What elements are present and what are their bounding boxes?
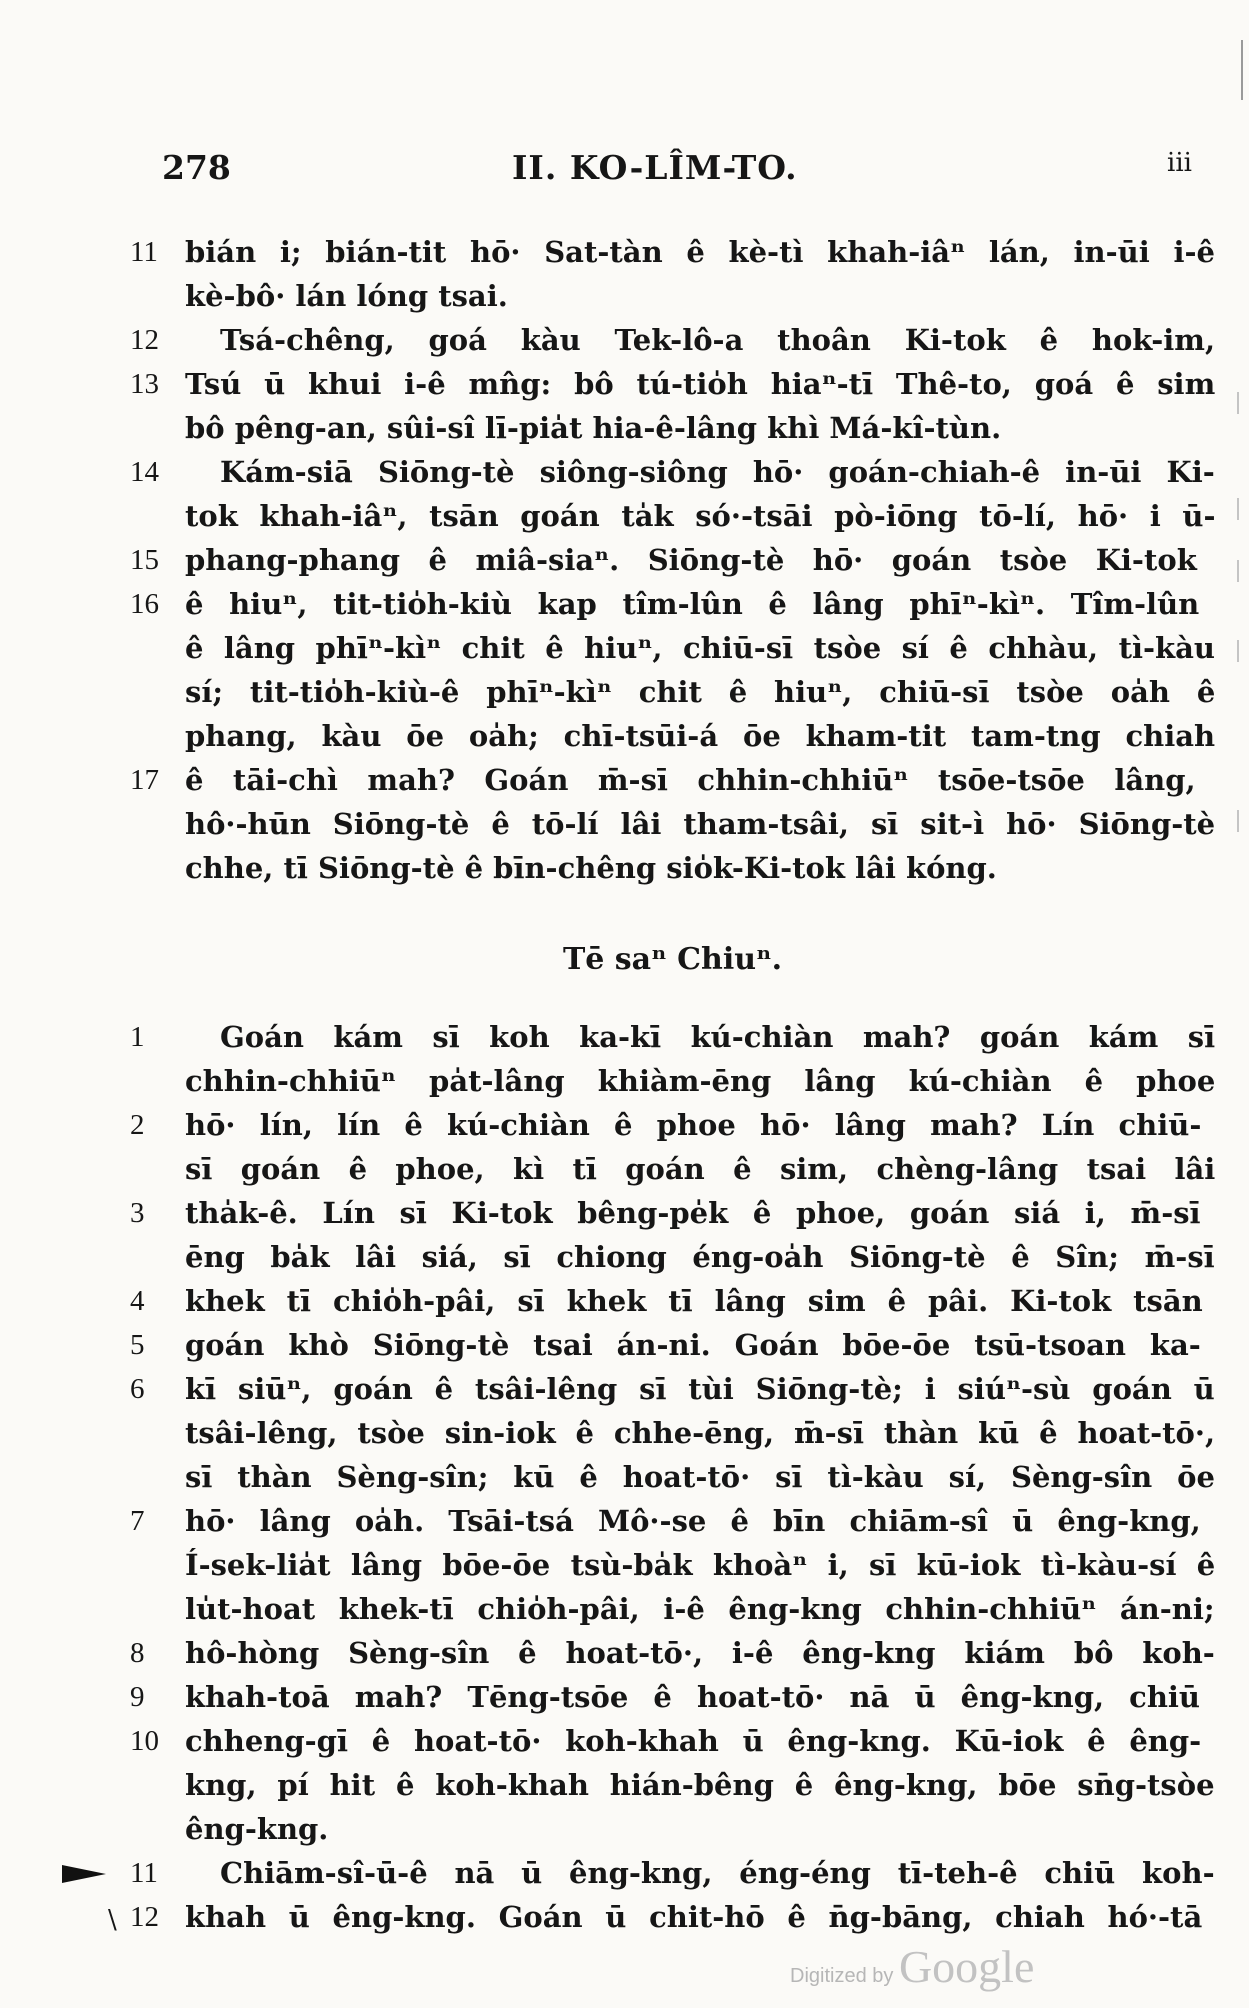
line-text: phang-phang ê miâ-siaⁿ. Siōng-tè hō· goán tsòe Ki-tok [185,543,1197,577]
verse-number: 6 [130,1373,145,1405]
text-line [130,1631,1215,1675]
text-line [130,670,1215,714]
text-line [130,1279,1215,1323]
scan-edge-tick [1237,640,1239,662]
verse-number: 10 [130,1725,159,1757]
text-line [130,846,1215,890]
text-line [130,1543,1215,1587]
line-text: sī goán ê phoe, kì tī goán ê sim, chèng-lâng tsai lâi [185,1152,1216,1186]
line-text: hô·-hūn Siōng-tè ê tō-lí lâi tham-tsâi, sī sit-ì hō· Siōng-tè [185,807,1216,841]
verse-number: 4 [130,1285,145,1317]
text-line [130,274,1215,318]
text-line [130,1807,1215,1851]
text-line [130,1675,1215,1719]
pointing-hand-icon [62,1865,106,1883]
line-text: sī thàn Sèng-sîn; kū ê hoat-tō· sī tì-kàu sí, Sèng-sîn ōe [185,1460,1215,1494]
text-line [130,1059,1215,1103]
text-line [130,1763,1215,1807]
running-title: II. KO-LÎM-TO. [512,148,798,187]
text-line [130,758,1215,802]
scan-edge-tick [1237,810,1239,832]
verse-number: 14 [130,456,159,488]
verse-number: 13 [130,368,159,400]
line-text: êng-kng. [185,1812,329,1846]
text-line [130,406,1215,450]
line-text: lu̍t-hoat khek-tī chio̍h-pâi, i-ê êng-kng chhin-chhiūⁿ án-ni; [185,1592,1215,1626]
verse-number: 8 [130,1637,145,1669]
scan-edge-tick [1237,560,1239,582]
text-line [130,1411,1215,1455]
verse-number: 1 [130,1021,145,1053]
text-line [130,582,1215,626]
verse-number: 16 [130,588,159,620]
verse-number: 2 [130,1109,145,1141]
scan-edge-tick [1237,498,1239,520]
text-line [130,362,1215,406]
text-line [130,1499,1215,1543]
text-line [130,1719,1215,1763]
line-text: Chiām-sî-ū-ê nā ū êng-kng, éng-éng tī-teh-ê chiū koh- [220,1856,1215,1890]
verse-number: 3 [130,1197,145,1229]
text-line [130,450,1215,494]
line-text: bô pêng-an, sûi-sî lī-pia̍t hia-ê-lâng khì Má-kî-tùn. [185,411,1002,445]
text-line [130,1587,1215,1631]
line-text: khah ū êng-kng. Goán ū chit-hō ê n̄g-bāng, chiah hó·-tā [185,1900,1203,1934]
page-number: 278 [162,148,231,187]
verse-number: 12 [130,1901,159,1933]
text-line [130,1147,1215,1191]
line-text: ê tāi-chì mah? Goán m̄-sī chhin-chhiūⁿ tsōe-tsōe lâng, [185,763,1196,797]
line-text: hô-hòng Sèng-sîn ê hoat-tō·, i-ê êng-kng kiám bô koh- [185,1636,1215,1670]
text-line [130,1851,1215,1895]
line-text: ê hiuⁿ, tit-tio̍h-kiù kap tîm-lûn ê lâng phīⁿ-kìⁿ. Tîm-lûn [185,587,1200,621]
verse-number: 7 [130,1505,145,1537]
line-text: Kám-siā Siōng-tè siông-siông hō· goán-chiah-ê in-ūi Ki- [220,455,1215,489]
digitized-watermark [790,1940,1034,1993]
line-text: khek tī chio̍h-pâi, sī khek tī lâng sim ê pâi. Ki-tok tsān [185,1284,1203,1318]
line-text: Tsú ū khui i-ê mn̂g: bô tú-tio̍h hiaⁿ-tī Thê-to, goá ê sim [185,367,1216,401]
text-line [130,1323,1215,1367]
verse-number: 9 [130,1681,145,1713]
text-line [130,802,1215,846]
scan-edge-rule [1241,40,1243,100]
text-line [130,494,1215,538]
text-line [130,1103,1215,1147]
verse-number: 17 [130,764,159,796]
chapter-mark: iii [1167,148,1192,178]
line-text: Goán kám sī koh ka-kī kú-chiàn mah? goán kám sī [220,1020,1216,1054]
line-text: hō· lín, lín ê kú-chiàn ê phoe hō· lâng mah? Lín chiū- [185,1108,1202,1142]
line-text: kng, pí hit ê koh-khah hián-bêng ê êng-kng, bōe sn̄g-tsòe [185,1768,1215,1802]
chapter-heading: Tē saⁿ Chiuⁿ. [562,942,783,977]
text-line [130,538,1215,582]
line-text: chhin-chhiūⁿ pa̍t-lâng khiàm-ēng lâng kú-chiàn ê phoe [185,1064,1216,1098]
text-line [130,626,1215,670]
verse-number: 5 [130,1329,145,1361]
line-text: Tsá-chêng, goá kàu Tek-lô-a thoân Ki-tok ê hok-im, [220,323,1216,357]
line-text: Í-sek-lia̍t lâng bōe-ōe tsù-ba̍k khoàⁿ i, sī kū-iok tì-kàu-sí ê [185,1548,1216,1582]
line-text: bián i; bián-tit hō· Sat-tàn ê kè-tì khah-iâⁿ lán, in-ūi i-ê [185,235,1215,269]
watermark-prefix: Digitized by [790,1965,894,1987]
margin-mark-icon: \ [108,1905,117,1935]
line-text: kè-bô· lán lóng tsai. [185,279,508,313]
line-text: hō· lâng oa̍h. Tsāi-tsá Mô·-se ê bīn chiām-sî ū êng-kng, [185,1504,1201,1538]
text-line [130,1191,1215,1235]
text-line [130,1455,1215,1499]
text-line [130,1367,1215,1411]
line-text: ê lâng phīⁿ-kìⁿ chit ê hiuⁿ, chiū-sī tsòe sí ê chhàu, tì-kàu [185,631,1215,665]
chapter-2-text [130,230,1215,890]
text-line [130,1235,1215,1279]
line-text: sí; tit-tio̍h-kiù-ê phīⁿ-kìⁿ chit ê hiuⁿ, chiū-sī tsòe oa̍h ê [185,675,1216,709]
text-line [130,1015,1215,1059]
page-header [162,148,1192,198]
text-line [130,714,1215,758]
line-text: tsâi-lêng, tsòe sin-iok ê chhe-ēng, m̄-sī thàn kū ê hoat-tō·, [185,1416,1216,1450]
line-text: ēng ba̍k lâi siá, sī chiong éng-oa̍h Siōng-tè ê Sîn; m̄-sī [185,1240,1215,1274]
line-text: goán khò Siōng-tè tsai án-ni. Goán bōe-ōe tsū-tsoan ka- [185,1328,1201,1362]
line-text: chhe, tī Siōng-tè ê bīn-chêng sio̍k-Ki-tok lâi kóng. [185,851,997,885]
line-text: tok khah-iâⁿ, tsān goán ta̍k só·-tsāi pò-iōng tō-lí, hō· i ū- [185,499,1216,533]
text-line [130,1895,1215,1939]
line-text: kī siūⁿ, goán ê tsâi-lêng sī tùi Siōng-tè; i siúⁿ-sù goán ū [185,1372,1215,1406]
chapter-3-text [130,1015,1215,1939]
text-line [130,318,1215,362]
verse-number: 11 [130,1857,158,1889]
line-text: phang, kàu ōe oa̍h; chī-tsūi-á ōe kham-tit tam-tng chiah [185,719,1216,753]
verse-number: 11 [130,236,158,268]
line-text: chheng-gī ê hoat-tō· koh-khah ū êng-kng. Kū-iok ê êng- [185,1724,1202,1758]
text-line [130,230,1215,274]
verse-number: 15 [130,544,159,576]
scan-edge-tick [1237,392,1239,414]
verse-number: 12 [130,324,159,356]
line-text: khah-toā mah? Tēng-tsōe ê hoat-tō· nā ū êng-kng, chiū [185,1680,1201,1714]
google-logo: Google [898,1941,1035,1992]
line-text: tha̍k-ê. Lín sī Ki-tok bêng-pe̍k ê phoe, goán siá i, m̄-sī [185,1196,1201,1230]
